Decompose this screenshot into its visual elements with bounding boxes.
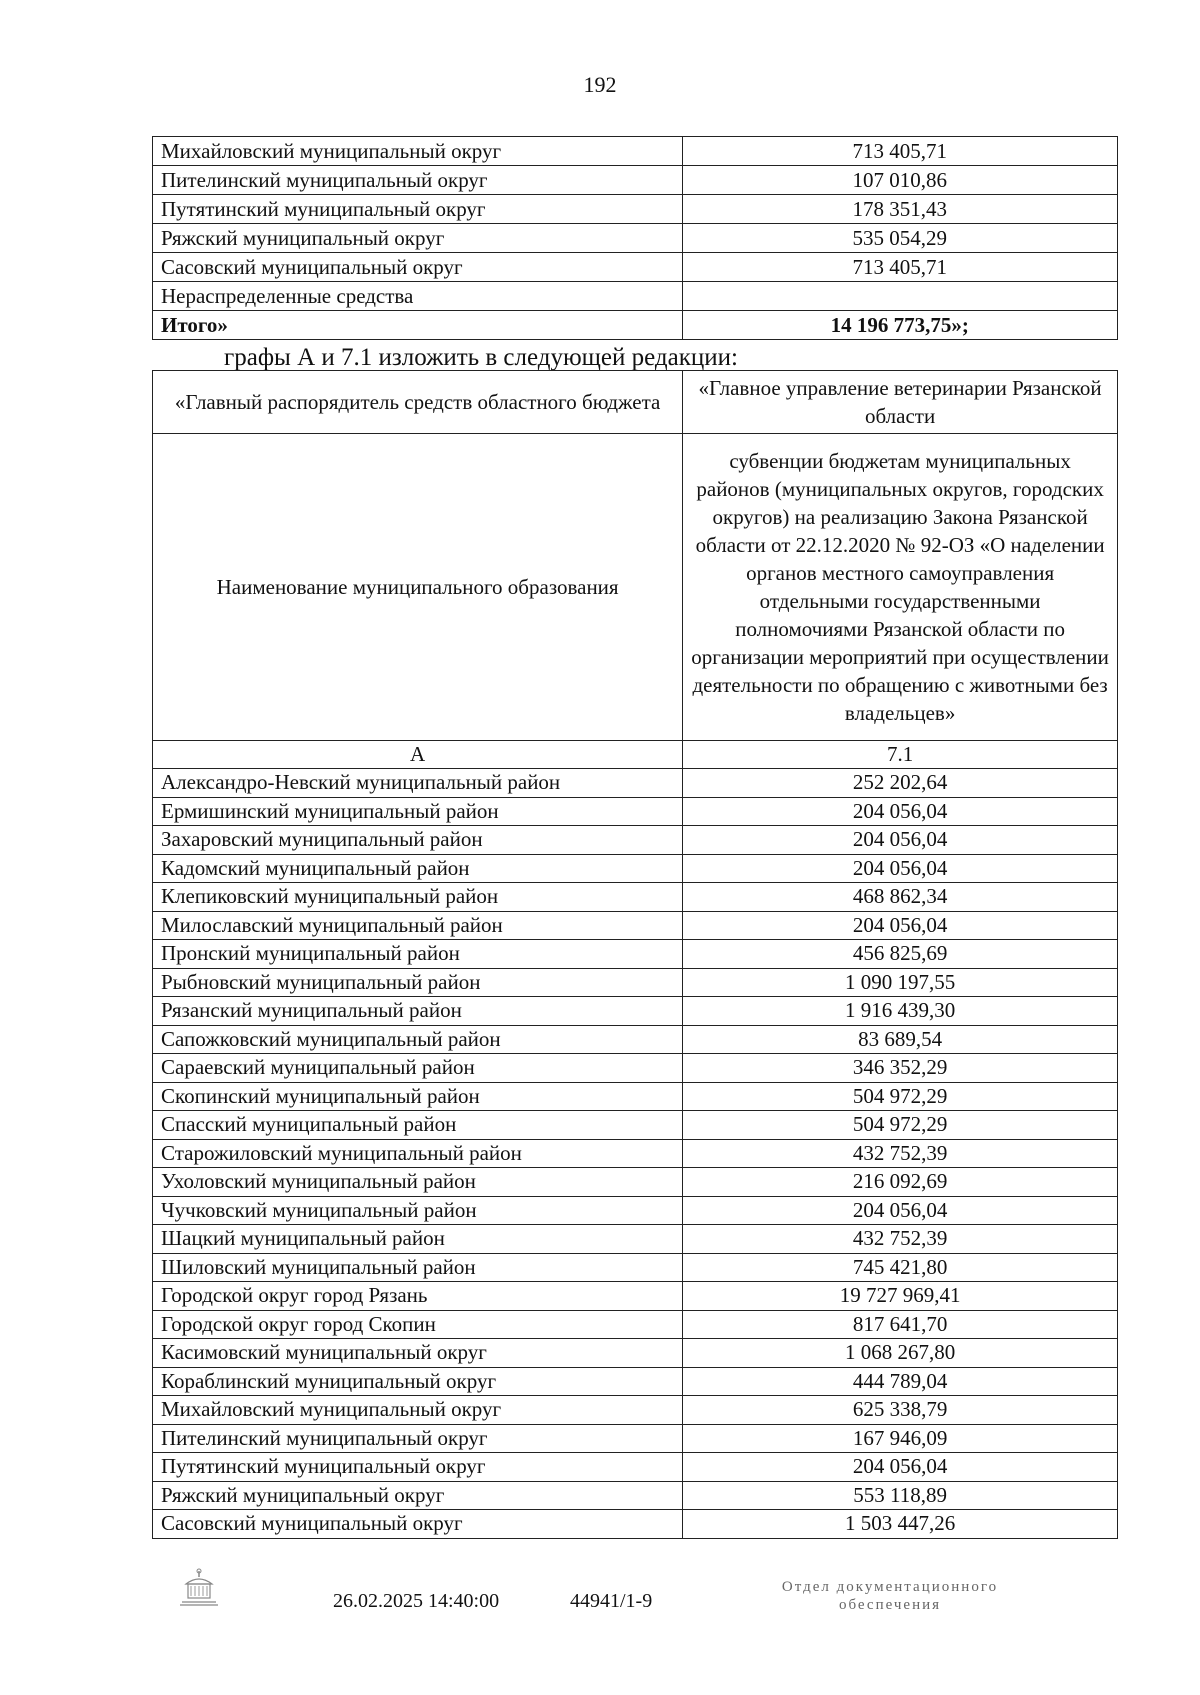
table-row — [153, 166, 1118, 195]
table-row — [153, 1396, 1118, 1425]
amount-value: 745 421,80 — [683, 1253, 1118, 1282]
municipality-name: Скопинский муниципальный район — [153, 1082, 683, 1111]
column-label-a: А — [153, 741, 683, 769]
table-row — [153, 1111, 1118, 1140]
table-row — [153, 1510, 1118, 1539]
municipality-name: Сапожковский муниципальный район — [153, 1025, 683, 1054]
table-row — [153, 224, 1118, 253]
footer-department-stamp: Отдел документационного обеспечения — [781, 1579, 999, 1613]
amount-value: 204 056,04 — [683, 826, 1118, 855]
table-row — [153, 826, 1118, 855]
header-municipality-name-label: Наименование муниципального образования — [153, 434, 683, 741]
table-row — [153, 797, 1118, 826]
municipality-name: Спасский муниципальный район — [153, 1111, 683, 1140]
amount-value: 83 689,54 — [683, 1025, 1118, 1054]
table-row — [153, 195, 1118, 224]
municipality-name: Сараевский муниципальный район — [153, 1054, 683, 1083]
table-row — [153, 282, 1118, 311]
column-label-7-1: 7.1 — [683, 741, 1118, 769]
column-label-row — [153, 741, 1118, 769]
amount-value: 178 351,43 — [682, 195, 1118, 224]
amount-value: 713 405,71 — [682, 137, 1118, 166]
table-row — [153, 1282, 1118, 1311]
amount-value: 504 972,29 — [683, 1111, 1118, 1140]
amount-value: 1 090 197,55 — [683, 968, 1118, 997]
table-row — [153, 1310, 1118, 1339]
amount-value: 432 752,39 — [683, 1225, 1118, 1254]
header-budget-manager-label: «Главный распорядитель средств областного бюджета — [153, 371, 683, 434]
amount-value: 167 946,09 — [683, 1424, 1118, 1453]
municipality-name: Путятинский муниципальный округ — [153, 1453, 683, 1482]
amount-value: 107 010,86 — [682, 166, 1118, 195]
municipality-name: Пронский муниципальный район — [153, 940, 683, 969]
total-row — [153, 311, 1118, 340]
municipality-name: Ряжский муниципальный округ — [153, 1481, 683, 1510]
amount-value: 252 202,64 — [683, 769, 1118, 798]
amendment-instruction: графы А и 7.1 изложить в следующей редакции: — [224, 344, 738, 371]
table-row — [153, 1367, 1118, 1396]
municipality-name: Старожиловский муниципальный район — [153, 1139, 683, 1168]
municipality-name: Ряжский муниципальный округ — [153, 224, 683, 253]
amount-value: 817 641,70 — [683, 1310, 1118, 1339]
municipality-name: Захаровский муниципальный район — [153, 826, 683, 855]
amount-value: 1 503 447,26 — [683, 1510, 1118, 1539]
amount-value: 625 338,79 — [683, 1396, 1118, 1425]
table-row — [153, 769, 1118, 798]
municipality-name: Пителинский муниципальный округ — [153, 166, 683, 195]
table-row — [153, 968, 1118, 997]
amount-value: 1 068 267,80 — [683, 1339, 1118, 1368]
amount-value: 204 056,04 — [683, 1453, 1118, 1482]
municipality-name: Рязанский муниципальный район — [153, 997, 683, 1026]
municipality-name: Михайловский муниципальный округ — [153, 1396, 683, 1425]
municipality-name: Милославский муниципальный район — [153, 911, 683, 940]
amount-value: 19 727 969,41 — [683, 1282, 1118, 1311]
municipality-name: Кораблинский муниципальный округ — [153, 1367, 683, 1396]
table-row — [153, 253, 1118, 282]
municipality-name: Шацкий муниципальный район — [153, 1225, 683, 1254]
municipality-name: Клепиковский муниципальный район — [153, 883, 683, 912]
amount-value: 216 092,69 — [683, 1168, 1118, 1197]
footer-datetime: 26.02.2025 14:40:00 — [333, 1590, 500, 1612]
municipality-name: Нераспределенные средства — [153, 282, 683, 311]
municipality-name: Ухоловский муниципальный район — [153, 1168, 683, 1197]
allocation-table-continued — [152, 136, 1118, 340]
table-row — [153, 1168, 1118, 1197]
emblem-icon — [176, 1568, 222, 1608]
amount-value: 432 752,39 — [683, 1139, 1118, 1168]
amount-value: 204 056,04 — [683, 797, 1118, 826]
municipality-name: Городской округ город Скопин — [153, 1310, 683, 1339]
municipality-name: Кадомский муниципальный район — [153, 854, 683, 883]
table-row — [153, 1196, 1118, 1225]
page-number: 192 — [583, 72, 617, 97]
table-row — [153, 137, 1118, 166]
municipality-name: Сасовский муниципальный округ — [153, 1510, 683, 1539]
amount-value: 204 056,04 — [683, 854, 1118, 883]
table-row — [153, 1481, 1118, 1510]
table-row — [153, 1082, 1118, 1111]
municipality-name: Путятинский муниципальный округ — [153, 195, 683, 224]
amount-value: 713 405,71 — [682, 253, 1118, 282]
amount-value: 444 789,04 — [683, 1367, 1118, 1396]
municipality-name: Шиловский муниципальный район — [153, 1253, 683, 1282]
header-subvention-description: субвенции бюджетам муниципальных районов (муниципальных округов, городских округов) на реализацию Закона Рязанской области от 22.12.2020 № 92-ОЗ «О наделении органов местного самоуправления отдельными государственными полномочиями Рязанской области по организации мероприятий при осуществлении деятельности по обращению с животными без владельцев» — [683, 434, 1118, 741]
municipality-name: Чучковский муниципальный район — [153, 1196, 683, 1225]
table-row — [153, 940, 1118, 969]
amount-value: 346 352,29 — [683, 1054, 1118, 1083]
table-row — [153, 1424, 1118, 1453]
municipality-name: Городской округ город Рязань — [153, 1282, 683, 1311]
total-label: Итого» — [153, 311, 683, 340]
table-row — [153, 1453, 1118, 1482]
municipality-name: Пителинский муниципальный округ — [153, 1424, 683, 1453]
municipality-name: Сасовский муниципальный округ — [153, 253, 683, 282]
municipality-name: Рыбновский муниципальный район — [153, 968, 683, 997]
municipality-name: Касимовский муниципальный округ — [153, 1339, 683, 1368]
table-row — [153, 1025, 1118, 1054]
amount-value: 468 862,34 — [683, 883, 1118, 912]
header-row-subvention — [153, 434, 1118, 741]
table-row — [153, 1054, 1118, 1083]
table-row — [153, 1225, 1118, 1254]
municipality-name: Михайловский муниципальный округ — [153, 137, 683, 166]
amount-value: 456 825,69 — [683, 940, 1118, 969]
header-budget-manager-value: «Главное управление ветеринарии Рязанской области — [683, 371, 1118, 434]
amount-value: 1 916 439,30 — [683, 997, 1118, 1026]
footer-doc-number: 44941/1-9 — [570, 1590, 653, 1612]
total-value: 14 196 773,75»; — [682, 311, 1118, 340]
amount-value — [682, 282, 1118, 311]
municipality-name: Александро-Невский муниципальный район — [153, 769, 683, 798]
table-row — [153, 1339, 1118, 1368]
amount-value: 204 056,04 — [683, 911, 1118, 940]
amount-value: 204 056,04 — [683, 1196, 1118, 1225]
table-row — [153, 1253, 1118, 1282]
amount-value: 553 118,89 — [683, 1481, 1118, 1510]
header-row-budget-manager — [153, 371, 1118, 434]
table-row — [153, 883, 1118, 912]
municipality-name: Ермишинский муниципальный район — [153, 797, 683, 826]
allocation-table-new-edition — [152, 370, 1118, 1539]
table-row — [153, 1139, 1118, 1168]
amount-value: 504 972,29 — [683, 1082, 1118, 1111]
amount-value: 535 054,29 — [682, 224, 1118, 253]
table-row — [153, 997, 1118, 1026]
table-row — [153, 911, 1118, 940]
table-row — [153, 854, 1118, 883]
